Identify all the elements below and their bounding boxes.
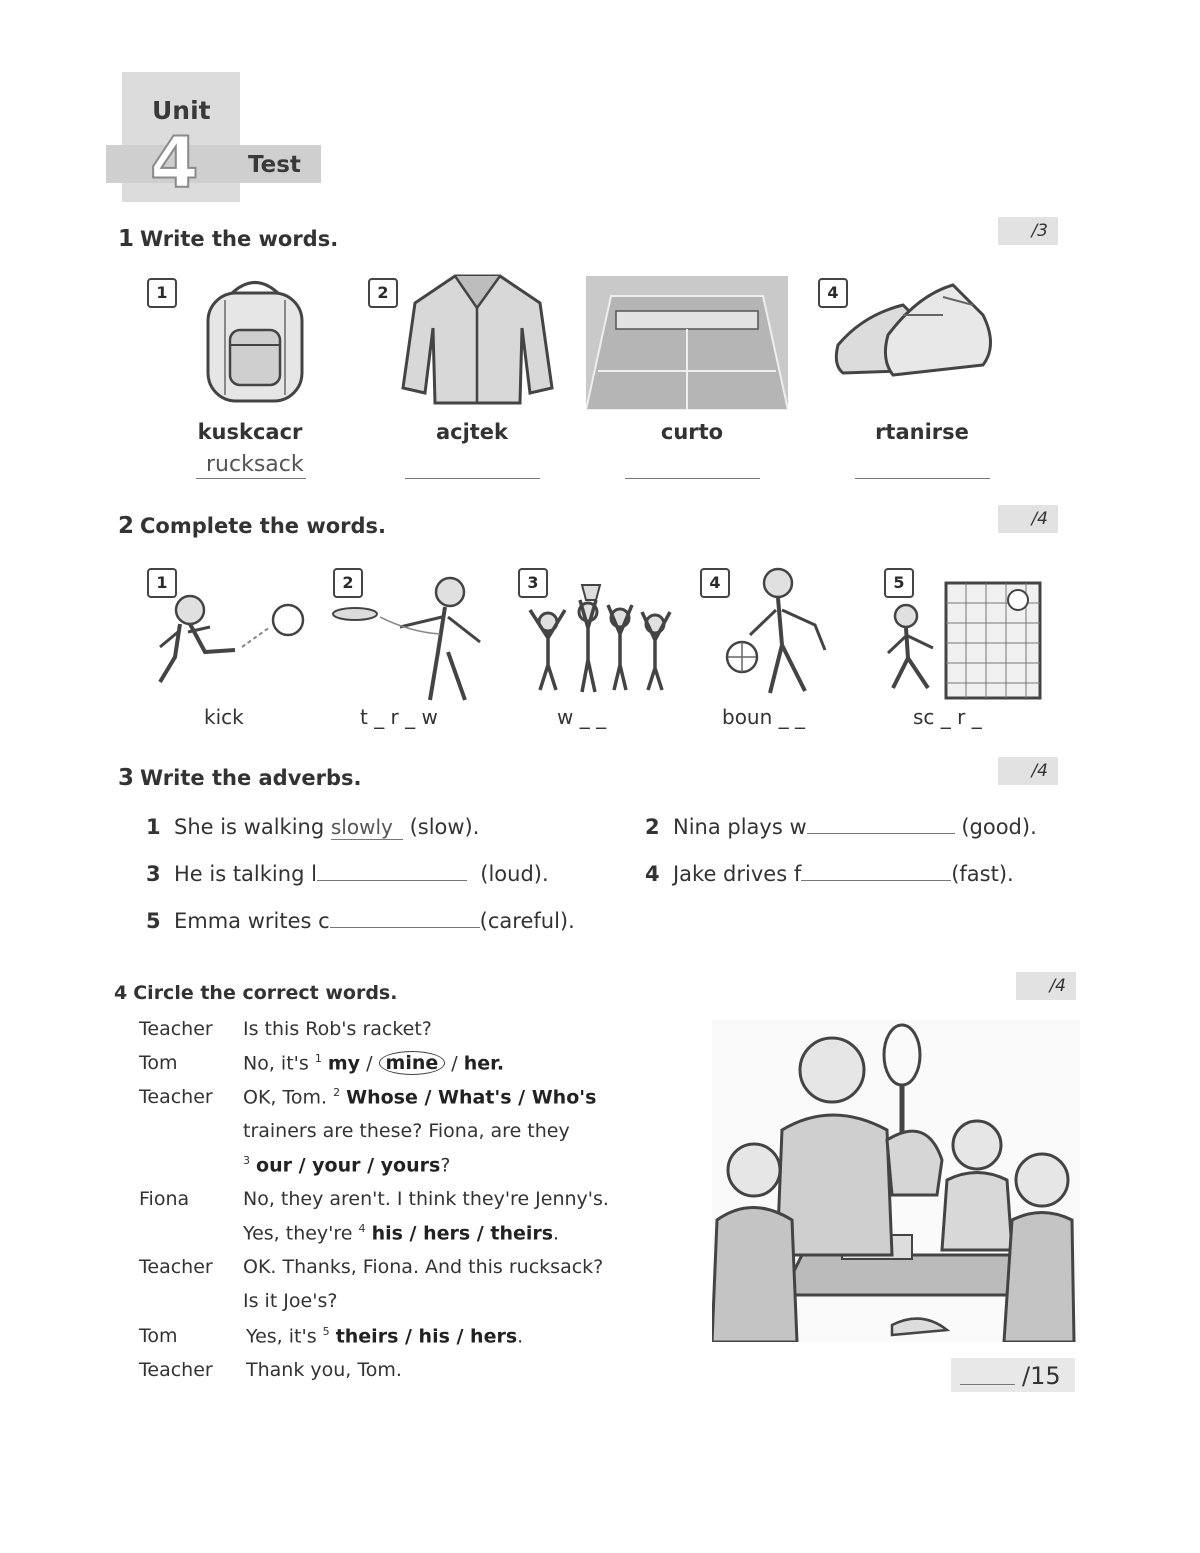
s3-item2: 2 Nina plays w (good). <box>645 815 1037 839</box>
options[interactable]: theirs / his / hers <box>335 1325 518 1348</box>
s1-item4-line[interactable] <box>855 478 990 479</box>
total-score: /15 <box>1022 1362 1061 1390</box>
dialogue-line: trainers are these? Fiona, are they <box>243 1120 570 1142</box>
s3-item4-answer[interactable] <box>801 880 951 881</box>
s2-item2-word[interactable]: t _ r _ w <box>360 705 438 729</box>
s2-item3-number: 3 <box>518 568 548 598</box>
tennis-court-picture <box>586 276 788 410</box>
bounce-picture <box>720 565 840 697</box>
s1-item2-line[interactable] <box>405 478 540 479</box>
dialogue-line: Is this Rob's racket? <box>243 1018 432 1040</box>
dialogue-line: Yes, they're $^4$ his / hers / theirs. <box>243 1222 560 1245</box>
dialogue-speaker: Teacher <box>139 1018 213 1040</box>
options[interactable]: Whose / What's / Who's <box>346 1086 597 1109</box>
dialogue-line: Is it Joe's? <box>243 1290 338 1312</box>
s3-item5: 5 Emma writes c (careful). <box>146 909 575 933</box>
dialogue-speaker: Fiona <box>139 1188 190 1210</box>
s2-item1-number: 1 <box>147 568 177 598</box>
backpack-picture <box>190 275 320 410</box>
unit-label: Unit <box>152 96 211 125</box>
dialogue-line: No, they aren't. I think they're Jenny's. <box>243 1188 609 1210</box>
s3-item1: 1 She is walking slowly (slow). <box>146 815 480 839</box>
option[interactable]: my <box>327 1052 361 1075</box>
dialogue-line: $^3$ our / your / yours? <box>243 1154 451 1177</box>
s2-item4-number: 4 <box>700 568 730 598</box>
test-label: Test <box>248 152 301 178</box>
s1-item1-scrambled: kuskcacr <box>197 420 303 444</box>
total-score-line[interactable] <box>960 1384 1015 1385</box>
section4-title: 4 Circle the correct words. <box>114 982 398 1004</box>
option[interactable]: her <box>463 1052 497 1075</box>
dialogue-line: Thank you, Tom. <box>246 1359 402 1381</box>
option-circled[interactable]: mine <box>379 1051 446 1075</box>
options[interactable]: our / your / yours <box>256 1154 441 1177</box>
s2-item5-word[interactable]: sc _ r _ <box>913 705 982 729</box>
lost-property-illustration <box>712 1020 1080 1342</box>
s2-item1-word[interactable]: kick <box>204 705 244 729</box>
s1-item4-scrambled: rtanirse <box>875 420 969 444</box>
section1-score: /3 <box>998 217 1058 245</box>
s1-item1-line <box>196 478 306 479</box>
dialogue-line: OK, Tom. $^2$ Whose / What's / Who's <box>243 1086 597 1109</box>
s2-item2-number: 2 <box>333 568 363 598</box>
throw-picture <box>330 572 500 702</box>
s3-item4: 4 Jake drives f (fast). <box>645 862 1014 886</box>
s1-item2-scrambled: acjtek <box>435 420 509 444</box>
s3-item1-answer[interactable]: slowly <box>331 815 403 840</box>
options[interactable]: his / hers / theirs <box>371 1222 554 1245</box>
score-picture <box>878 578 1043 702</box>
section3-title: 3 Write the adverbs. <box>118 765 362 791</box>
dialogue-speaker: Teacher <box>139 1086 213 1108</box>
s1-item4-number: 4 <box>818 278 848 308</box>
s1-item3-scrambled: curto <box>660 420 724 444</box>
dialogue-speaker: Tom <box>139 1325 178 1347</box>
s1-item1-number: 1 <box>147 278 177 308</box>
dialogue-speaker: Teacher <box>139 1359 213 1381</box>
dialogue-line: No, it's $^1$ my / mine / her. <box>243 1052 505 1075</box>
jacket-picture <box>400 268 555 408</box>
section1-title: 1 Write the words. <box>118 226 339 252</box>
dialogue-line: Yes, it's $^5$ theirs / his / hers. <box>246 1325 524 1348</box>
kick-picture <box>150 592 310 697</box>
s2-item4-word[interactable]: boun _ _ <box>722 705 805 729</box>
section2-score: /4 <box>998 505 1058 533</box>
s3-item3-answer[interactable] <box>317 880 467 881</box>
dialogue-speaker: Teacher <box>139 1256 213 1278</box>
s1-item3-line[interactable] <box>625 478 760 479</box>
trainers-picture <box>833 275 995 395</box>
s3-item5-answer[interactable] <box>330 927 480 928</box>
s3-item3: 3 He is talking l (loud). <box>146 862 549 886</box>
unit-number: 4 <box>150 122 199 204</box>
section3-score: /4 <box>998 757 1058 785</box>
s2-item3-word[interactable]: w _ _ <box>557 705 607 729</box>
s2-item5-number: 5 <box>884 568 914 598</box>
s1-item1-answer[interactable]: rucksack <box>206 452 304 477</box>
s3-item2-answer[interactable] <box>807 833 955 834</box>
dialogue-speaker: Tom <box>139 1052 178 1074</box>
dialogue-line: OK. Thanks, Fiona. And this rucksack? <box>243 1256 604 1278</box>
section4-score: /4 <box>1016 972 1076 1000</box>
win-picture <box>520 580 680 698</box>
section2-title: 2 Complete the words. <box>118 513 387 539</box>
s1-item2-number: 2 <box>368 278 398 308</box>
